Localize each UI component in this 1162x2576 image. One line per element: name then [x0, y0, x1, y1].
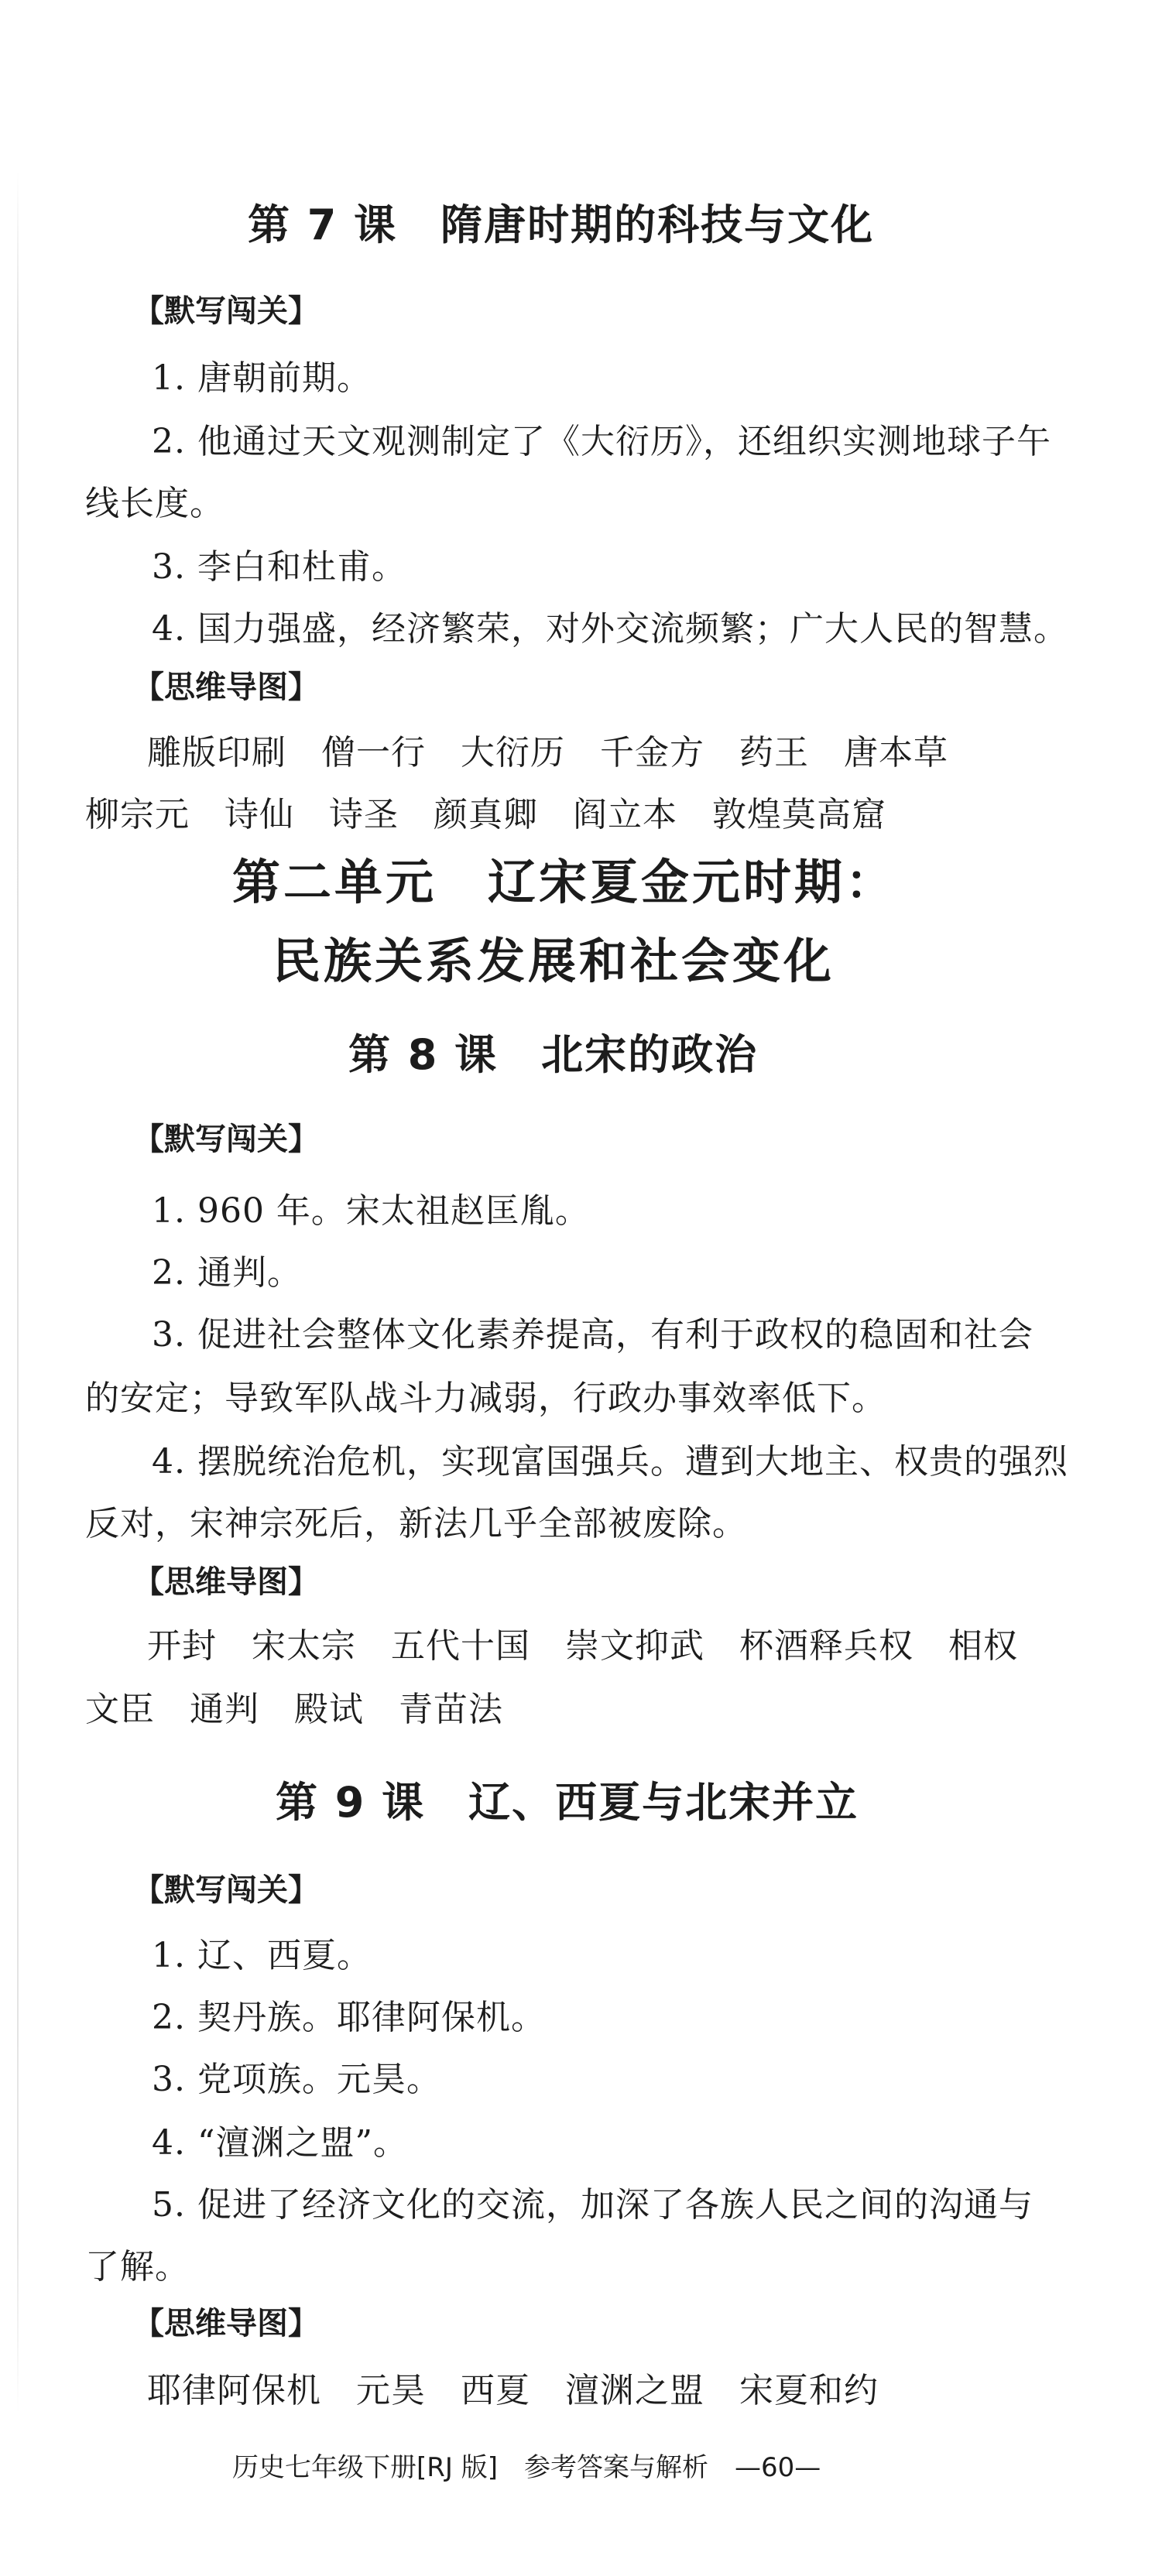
- lesson-7-answer-3: 3. 李白和杜甫。: [152, 547, 406, 587]
- lesson-7-moxie-label: 【默写闯关】: [133, 293, 319, 329]
- lesson-7-answer-4: 4. 国力强盛，经济繁荣，对外交流频繁；广大人民的智慧。: [152, 609, 1068, 649]
- lesson-8-answer-4-cont: 反对，宋神宗死后，新法几乎全部被废除。: [85, 1504, 747, 1543]
- unit-2-title-line-1: 第二单元 辽宋夏金元时期：: [232, 854, 897, 910]
- lesson-7-mindmap-line-2: 柳宗元 诗仙 诗圣 颜真卿 阎立本 敦煌莫高窟: [85, 795, 886, 834]
- lesson-8-mindmap-line-1: 开封 宋太宗 五代十国 崇文抑武 杯酒释兵权 相权: [147, 1626, 1018, 1666]
- lesson-9-answer-3: 3. 党项族。元昊。: [152, 2060, 441, 2099]
- lesson-9-answer-4: 4. “澶渊之盟”。: [152, 2123, 408, 2163]
- page-footer: 历史七年级下册[RJ 版] 参考答案与解析 —60—: [232, 2452, 821, 2483]
- lesson-8-answer-4: 4. 摆脱统治危机，实现富国强兵。遭到大地主、权贵的强烈: [152, 1442, 1068, 1482]
- page-edge-line: [17, 170, 19, 2415]
- lesson-7-answer-2-cont: 线长度。: [85, 484, 225, 523]
- lesson-8-mindmap-label: 【思维导图】: [133, 1564, 319, 1600]
- lesson-8-answer-2: 2. 通判。: [152, 1253, 302, 1293]
- lesson-7-mindmap-label: 【思维导图】: [133, 670, 319, 705]
- lesson-9-moxie-label: 【默写闯关】: [133, 1872, 319, 1908]
- lesson-9-answer-5-cont: 了解。: [85, 2247, 190, 2287]
- lesson-9-answer-2: 2. 契丹族。耶律阿保机。: [152, 1998, 546, 2037]
- lesson-7-title: 第 7 课 隋唐时期的科技与文化: [248, 200, 875, 249]
- lesson-8-moxie-label: 【默写闯关】: [133, 1122, 319, 1157]
- lesson-9-answer-5: 5. 促进了经济文化的交流，加深了各族人民之间的沟通与: [152, 2185, 1033, 2225]
- lesson-9-answer-1: 1. 辽、西夏。: [152, 1936, 372, 1975]
- lesson-9-mindmap-line-1: 耶律阿保机 元昊 西夏 澶渊之盟 宋夏和约: [147, 2371, 879, 2410]
- lesson-8-title: 第 8 课 北宋的政治: [348, 1030, 759, 1079]
- unit-2-title-line-2: 民族关系发展和社会变化: [273, 933, 835, 989]
- lesson-7-mindmap-line-1: 雕版印刷 僧一行 大衍历 千金方 药王 唐本草: [147, 733, 948, 772]
- lesson-8-mindmap-line-2: 文臣 通判 殿试 青苗法: [85, 1690, 503, 1729]
- lesson-8-answer-3-cont: 的安定；导致军队战斗力减弱，行政办事效率低下。: [85, 1379, 886, 1418]
- lesson-9-mindmap-label: 【思维导图】: [133, 2306, 319, 2341]
- lesson-7-answer-2: 2. 他通过天文观测制定了《大衍历》，还组织实测地球子午: [152, 422, 1051, 461]
- lesson-9-title: 第 9 课 辽、西夏与北宋并立: [276, 1778, 859, 1827]
- lesson-8-answer-3: 3. 促进社会整体文化素养提高，有利于政权的稳固和社会: [152, 1315, 1033, 1355]
- lesson-7-answer-1: 1. 唐朝前期。: [152, 358, 372, 398]
- lesson-8-answer-1: 1. 960 年。宋太祖赵匡胤。: [152, 1191, 590, 1231]
